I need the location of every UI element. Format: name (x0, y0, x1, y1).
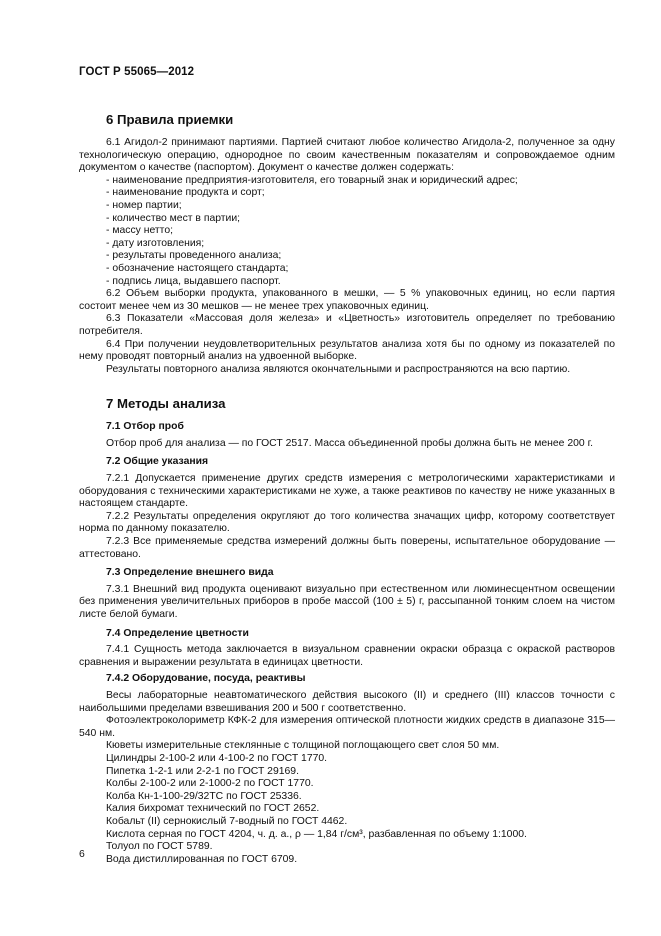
equipment-item: Колба Кн-1-100-29/32ТС по ГОСТ 25336. (106, 790, 302, 802)
equipment-item: Кислота серная по ГОСТ 4204, ч. д. а., ρ — 1,84 г/см³, разбавленная по объему 1:1000. (106, 828, 527, 840)
paragraph-6-3: 6.3 Показатели «Массовая доля железа» и «Цветность» изготовитель определяет по требованию потребителя. (79, 313, 615, 337)
list-item: - наименование предприятия-изготовителя, его товарный знак и юридический адрес; (106, 174, 518, 186)
subsection-7-1-title: 7.1 Отбор проб (106, 421, 184, 433)
paragraph-6-5: Результаты повторного анализа являются окончательными и распространяются на всю партию. (106, 363, 571, 375)
list-item: - результаты проведенного анализа; (106, 250, 282, 262)
paragraph-6-1: 6.1 Агидол-2 принимают партиями. Партией считают любое количество Агидола-2, полученное за одну технологическую операцию, однородное по своим качественным показателям и сопровождаемое одним документом о качестве (паспортом). Документ о качестве должен содержать: (79, 137, 615, 174)
page-content (79, 92, 615, 866)
paragraph-6-4: 6.4 При получении неудовлетворительных результатов анализа хотя бы по одному из показателей по нему проводят повторный анализ на удвоенной выборке. (79, 338, 615, 363)
equipment-item: Фотоэлектроколориметр КФК-2 для измерения оптической плотности жидких средств в диапазоне 315—540 нм. (79, 715, 615, 739)
passport-contents-list (79, 175, 615, 288)
list-item: - номер партии; (106, 199, 182, 211)
subsection-7-4-title: 7.4 Определение цветности (106, 627, 249, 639)
subsection-7-2-title: 7.2 Общие указания (106, 456, 209, 468)
list-item: - обозначение настоящего стандарта; (106, 262, 289, 274)
equipment-item: Кюветы измерительные стеклянные с толщиной поглощающего свет слоя 50 мм. (106, 740, 500, 752)
section-7-title: 7 Методы анализа (106, 396, 226, 412)
equipment-item: Калия бихромат технический по ГОСТ 2652. (106, 803, 320, 815)
list-item: - количество мест в партии; (106, 212, 241, 224)
subsection-7-4-2-title: 7.4.2 Оборудование, посуда, реактивы (106, 673, 306, 685)
document-header: ГОСТ Р 55065—2012 (79, 66, 195, 78)
paragraph-7-2-2: 7.2.2 Результаты определения округляют до того количества значащих цифр, которому соответствует норма по данному показателю. (79, 510, 615, 535)
paragraph-6-2: 6.2 Объем выборки продукта, упакованного в мешки, — 5 % упаковочных единиц, но если партия состоит менее чем из 30 мешков — не менее трех упаковочных единиц. (79, 288, 615, 312)
equipment-item: Цилиндры 2-100-2 или 4-100-2 по ГОСТ 1770. (106, 752, 328, 764)
equipment-item: Весы лабораторные неавтоматического действия высокого (II) и среднего (III) классов точности с наибольшими пределами взвешивания 200 и 500 г соответственно. (79, 689, 615, 714)
paragraph-7-2-1: 7.2.1 Допускается применение других средств измерения с метрологическими характеристиками и оборудования с техническими характеристиками не хуже, а также реактивов по качеству не ниже указанных в настоящем стандарте. (79, 473, 615, 510)
section-6-title: 6 Правила приемки (106, 112, 234, 127)
list-item: - подпись лица, выдавшего паспорт. (106, 275, 281, 287)
equipment-item: Толуол по ГОСТ 5789. (106, 841, 213, 853)
paragraph-7-1: Отбор проб для анализа — по ГОСТ 2517. Масса объединенной пробы должна быть не менее 200 г. (106, 437, 593, 449)
list-item: - дату изготовления; (106, 237, 205, 249)
paragraph-7-2-3: 7.2.3 Все применяемые средства измерений должны быть поверены, испытательное оборудование — аттестовано. (79, 536, 615, 560)
equipment-item: Колбы 2-100-2 или 2-1000-2 по ГОСТ 1770. (106, 778, 314, 790)
list-item: - массу нетто; (106, 225, 173, 237)
page-number: 6 (79, 849, 85, 860)
paragraph-7-4-1: 7.4.1 Сущность метода заключается в визуальном сравнении окраски образца с окраской растворов сравнения и выражении результата в единицах цветности. (79, 644, 615, 668)
equipment-item: Вода дистиллированная по ГОСТ 6709. (106, 853, 298, 865)
equipment-item: Кобальт (II) сернокислый 7-водный по ГОСТ 4462. (106, 815, 348, 827)
equipment-list (79, 690, 615, 866)
equipment-item: Пипетка 1-2-1 или 2-2-1 по ГОСТ 29169. (106, 765, 299, 777)
subsection-7-3-title: 7.3 Определение внешнего вида (106, 567, 274, 579)
paragraph-7-3-1: 7.3.1 Внешний вид продукта оценивают визуально при естественном или люминесцентном освещении без применения увеличительных приборов в пробе массой (100 ± 5) г, рассыпанной тонким слоем на чистом листе белой бумаги. (79, 583, 615, 620)
list-item: - наименование продукта и сорт; (106, 187, 265, 199)
